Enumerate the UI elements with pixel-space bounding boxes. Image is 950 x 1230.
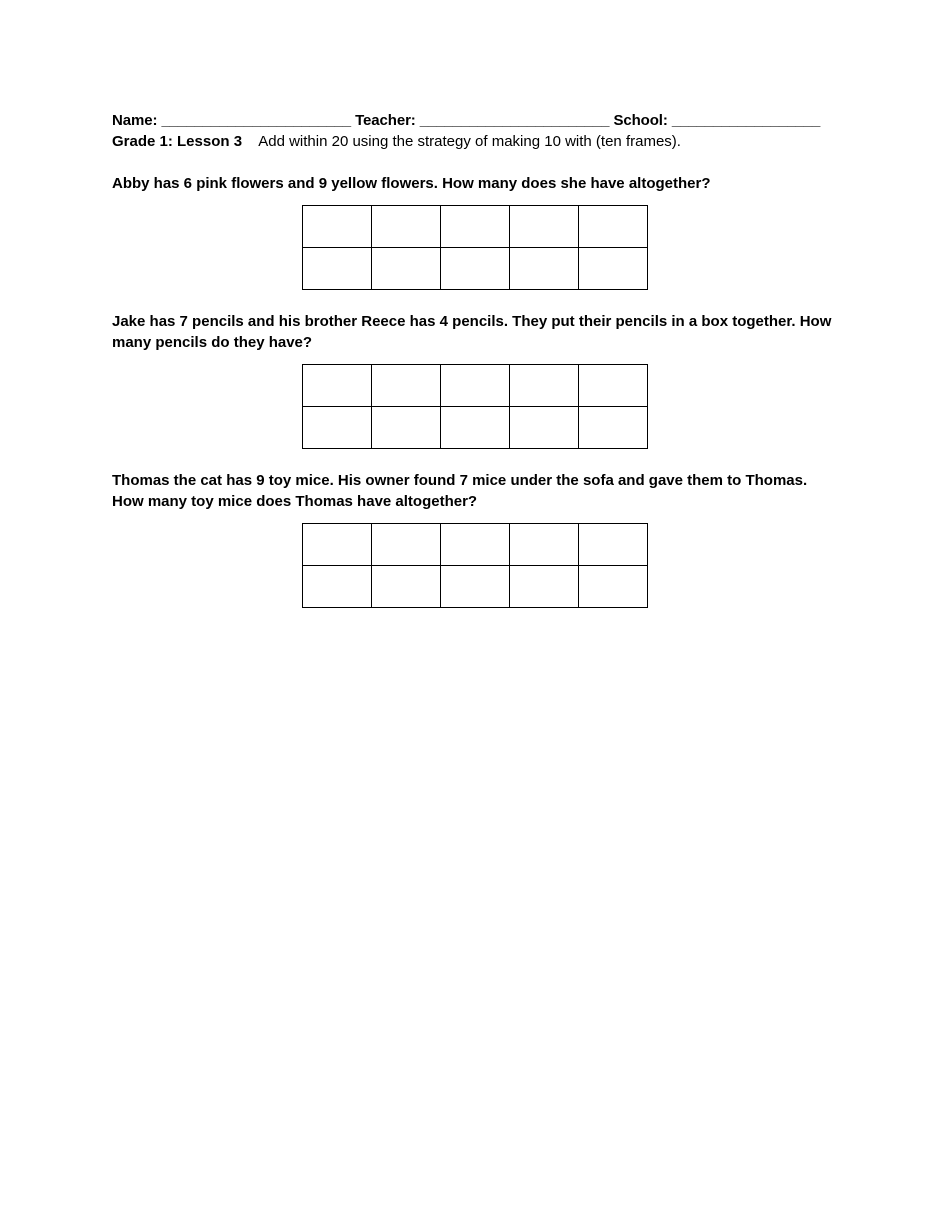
teacher-label: Teacher: [355,112,416,129]
ten-frame-cell[interactable] [441,407,510,449]
ten-frame-cell[interactable] [510,248,579,290]
ten-frame-cell[interactable] [579,248,648,290]
name-field[interactable]: _______________________ [161,112,352,129]
problem-2-text: Jake has 7 pencils and his brother Reece has 4 pencils. They put their pencils in a box together. How many pencils do they have? [112,313,832,351]
lesson-title: Grade 1: Lesson 3 [112,133,243,150]
ten-frame-cell[interactable] [579,524,648,566]
ten-frame-row [303,407,648,449]
ten-frame-cell[interactable] [303,248,372,290]
lesson-description: Add within 20 using the strategy of making 10 with (ten frames). [258,133,681,150]
ten-frame-cell[interactable] [441,206,510,248]
lesson-line [112,132,842,152]
ten-frame-cell[interactable] [579,365,648,407]
ten-frame-3 [302,523,648,608]
school-field[interactable]: __________________ [671,112,821,129]
ten-frame-row [303,365,648,407]
ten-frame-cell[interactable] [441,566,510,608]
ten-frame-cell[interactable] [372,566,441,608]
ten-frame-cell[interactable] [372,206,441,248]
ten-frame-cell[interactable] [372,524,441,566]
ten-frame-cell[interactable] [303,407,372,449]
ten-frame-cell[interactable] [303,524,372,566]
ten-frame-cell[interactable] [510,206,579,248]
teacher-field[interactable]: _______________________ [419,112,610,129]
ten-frame-cell[interactable] [579,566,648,608]
ten-frame-cell[interactable] [441,248,510,290]
ten-frame-1 [302,205,648,290]
problem-3-text: Thomas the cat has 9 toy mice. His owner found 7 mice under the sofa and gave them to Thomas. How many toy mice does Thomas have altogether? [112,472,808,510]
ten-frame-row [303,248,648,290]
ten-frame-cell[interactable] [303,206,372,248]
ten-frame-cell[interactable] [510,524,579,566]
worksheet [112,110,842,608]
problem-1-text: Abby has 6 pink flowers and 9 yellow flowers. How many does she have altogether? [112,175,711,192]
ten-frame-cell[interactable] [303,566,372,608]
school-label: School: [613,112,668,129]
header-line [112,110,842,132]
ten-frame-row [303,566,648,608]
ten-frame-cell[interactable] [510,365,579,407]
ten-frame-cell[interactable] [510,566,579,608]
ten-frame-cell[interactable] [372,365,441,407]
ten-frame-2 [302,364,648,449]
ten-frame-cell[interactable] [372,248,441,290]
ten-frame-cell[interactable] [372,407,441,449]
ten-frame-cell[interactable] [441,365,510,407]
ten-frame-cell[interactable] [510,407,579,449]
ten-frame-cell[interactable] [579,407,648,449]
ten-frame-row [303,206,648,248]
ten-frame-cell[interactable] [579,206,648,248]
ten-frame-row [303,524,648,566]
ten-frame-cell[interactable] [303,365,372,407]
name-label: Name: [112,112,158,129]
ten-frame-cell[interactable] [441,524,510,566]
